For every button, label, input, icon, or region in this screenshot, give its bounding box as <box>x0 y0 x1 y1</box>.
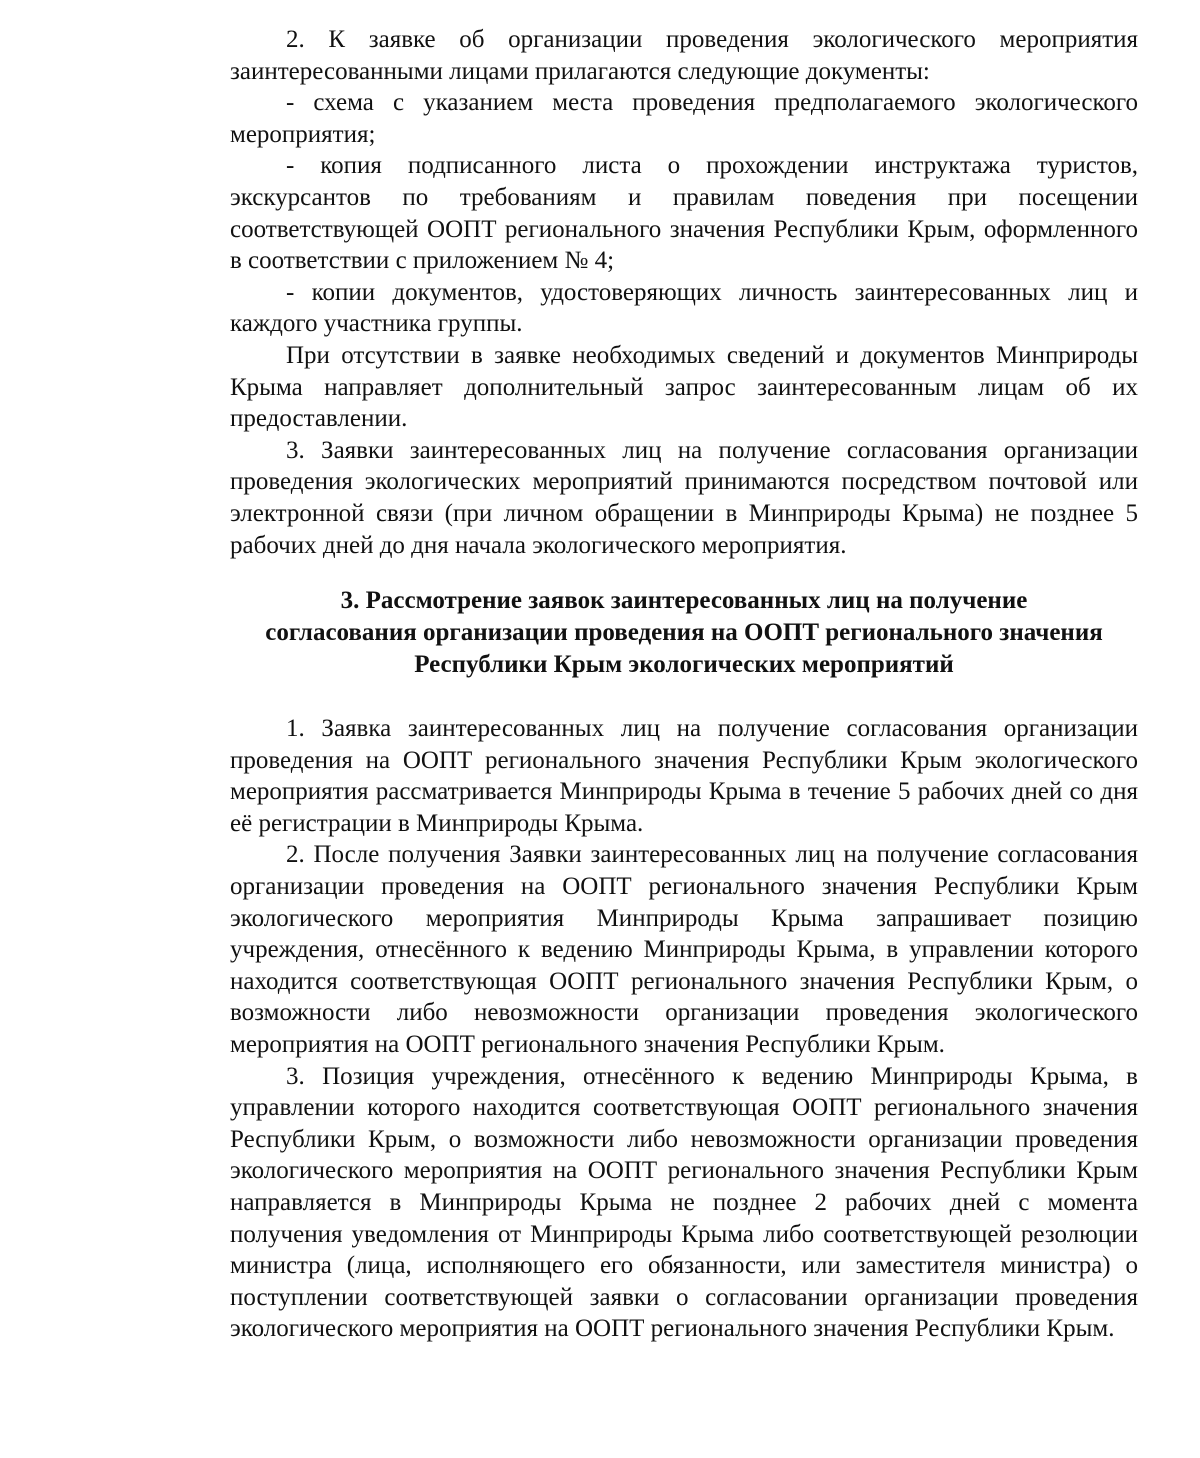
list-item-scheme: - схема с указанием места проведения предполагаемого экологического мероприятия; <box>230 89 1138 148</box>
paragraph-application-submission: 3. Заявки заинтересованных лиц на получение согласования организации проведения экологических мероприятий принимаются посредством почтовой или электронной связи (при личном обращении в Минприроды Крыма) не позднее 5 рабочих дней до дня начала экологического мероприятия. <box>230 436 1138 559</box>
list-item-briefing-sheet: - копия подписанного листа о прохождении инструктажа туристов, экскурсантов по требованиям и правилам поведения при посещении соответствующей ООПТ регионального значения Республики Крым, оформленного в соответствии с приложением № 4; <box>230 152 1138 275</box>
section-3-body <box>230 713 1138 1345</box>
paragraph-request-position: 2. После получения Заявки заинтересованных лиц на получение согласования организации проведения на ООПТ регионального значения Республики Крым экологического мероприятия Минприроды Крыма запрашивает позицию учреждения, отнесённого к ведению Минприроды Крыма, в управлении которого находится соответствующая ООПТ регионального значения Республики Крым, о возможности либо невозможности организации проведения экологического мероприятия на ООПТ регионального значения Республики Крым. <box>230 841 1138 1059</box>
spacer <box>230 681 1138 713</box>
section-heading-line: согласования организации проведения на ООПТ регионального значения <box>265 619 1103 647</box>
paragraph-review-period: 1. Заявка заинтересованных лиц на получение согласования организации проведения на ООПТ регионального значения Республики Крым экологического мероприятия рассматривается Минприроды Крыма в течение 5 рабочих дней со дня её регистрации в Минприроды Крыма. <box>230 715 1138 837</box>
spacer <box>230 561 1138 585</box>
paragraph-position-deadline: 3. Позиция учреждения, отнесённого к ведению Минприроды Крыма, в управлении которого находится соответствующая ООПТ регионального значения Республики Крым, о возможности либо невозможности организации проведения экологического мероприятия на ООПТ регионального значения Республики Крым направляется в Минприроды Крыма не позднее 2 рабочих дней с момента получения уведомления от Минприроды Крыма либо соответствующей резолюции министра (лица, исполняющего его обязанности, или заместителя министра) о поступлении соответствующей заявки о согласовании организации проведения экологического мероприятия на ООПТ регионального значения Республики Крым. <box>230 1062 1138 1343</box>
list-item-identity-documents: - копии документов, удостоверяющих личность заинтересованных лиц и каждого участника группы. <box>230 278 1138 338</box>
paragraph-documents-attached: 2. К заявке об организации проведения экологического мероприятия заинтересованными лицами прилагаются следующие документы: <box>230 26 1138 85</box>
section-3-heading <box>230 585 1138 681</box>
section-heading-line: 3. Рассмотрение заявок заинтересованных лиц на получение <box>340 587 1028 615</box>
document-page <box>230 24 1138 1345</box>
paragraph-missing-documents: При отсутствии в заявке необходимых сведений и документов Минприроды Крыма направляет дополнительный запрос заинтересованным лицам об их предоставлении. <box>230 341 1138 433</box>
section-2-continuation <box>230 24 1138 561</box>
section-heading-line: Республики Крым экологических мероприятий <box>414 651 954 679</box>
